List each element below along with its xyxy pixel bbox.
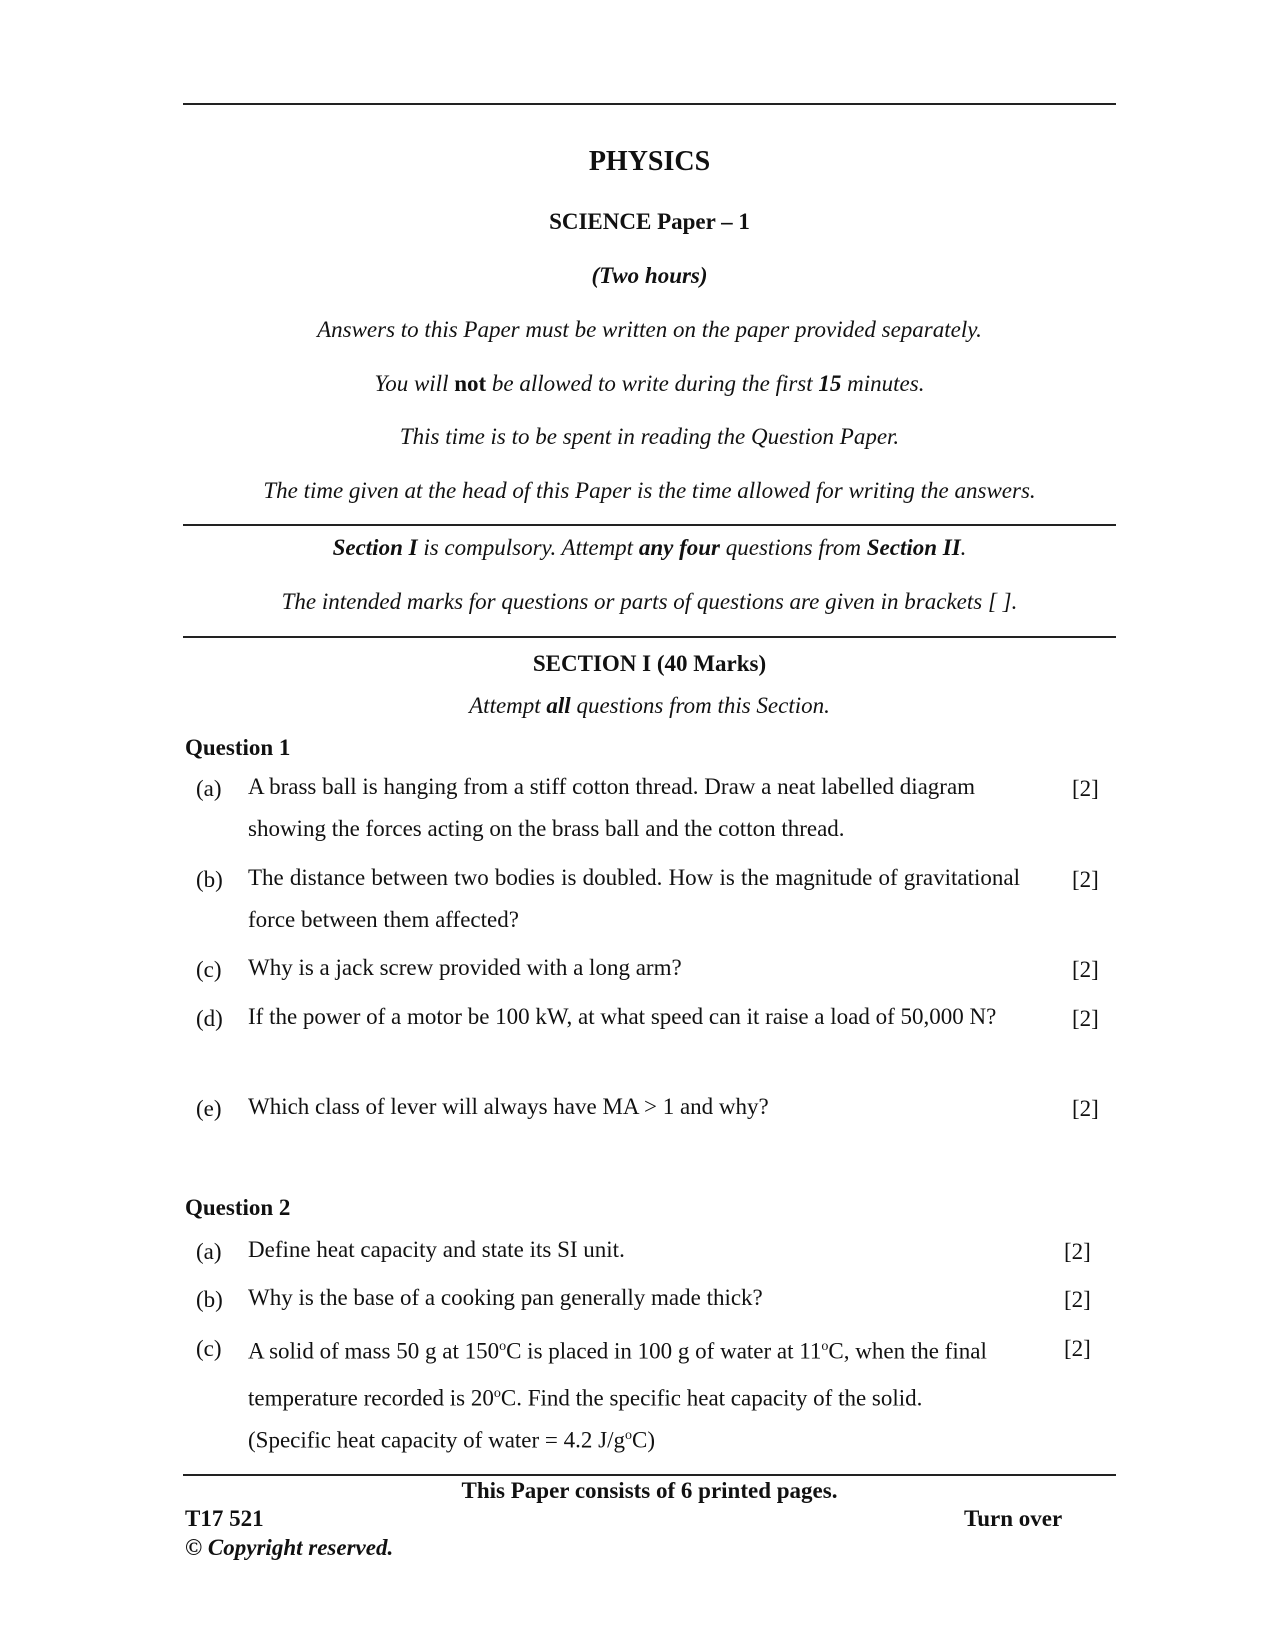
instruction-line-1: Answers to this Paper must be written on the paper provided separately. <box>317 317 982 342</box>
q1-e-label: (e) <box>196 1096 222 1121</box>
q1-c-label: (c) <box>196 957 222 982</box>
note-a: Attempt <box>469 693 547 718</box>
section-title: SECTION I (40 Marks) <box>532 651 767 676</box>
q1-e-text: Which class of lever will always have MA > 1 and why? <box>248 1094 769 1119</box>
instr2-not: not <box>454 371 487 396</box>
note-c: questions from this Section. <box>570 693 830 718</box>
duration-text: (Two hours) <box>591 263 708 288</box>
q2-a-text: Define heat capacity and state its SI unit. <box>248 1237 625 1262</box>
instr2-e: minutes. <box>841 371 925 396</box>
q1-b-text: The distance between two bodies is doubled. How is the magnitude of gravitational force between them affected? <box>248 865 1020 932</box>
instr2-15: 15 <box>818 371 842 396</box>
q2c-t4: C. Find the specific heat capacity of the solid. <box>500 1385 923 1411</box>
instr2-c: be allowed to write during the first <box>486 371 819 396</box>
q2-a-marks: [2] <box>1064 1239 1091 1264</box>
rules-f: . <box>960 535 967 560</box>
q1-a-text: A brass ball is hanging from a stiff cotton thread. Draw a neat labelled diagram showing the forces acting on the brass ball and the cotton thread. <box>248 774 976 841</box>
paper-duration <box>183 263 1116 289</box>
q2-c-note <box>248 1415 1028 1462</box>
footer-rule <box>183 1474 1116 1476</box>
paper-subtitle: SCIENCE Paper – 1 <box>549 209 750 234</box>
footer-copyright: © Copyright reserved. <box>185 1535 394 1560</box>
q1-b-label: (b) <box>196 867 223 892</box>
q2c-t3: C, when the final temperature recorded is 20 <box>248 1338 987 1411</box>
question-2-title: Question 2 <box>185 1195 291 1220</box>
q1-d-marks: [2] <box>1072 1006 1099 1031</box>
q2-b-text: Why is the base of a cooking pan generally made thick? <box>248 1285 763 1310</box>
footer-turn-over: Turn over <box>964 1506 1063 1531</box>
degree-symbol: o <box>493 1385 501 1401</box>
q2c-t1: A solid of mass 50 g at 150 <box>248 1338 500 1364</box>
instr2-a: You will <box>374 371 455 396</box>
top-rule <box>183 103 1116 105</box>
q2c-note-2: C) <box>631 1427 655 1453</box>
degree-symbol: o <box>821 1339 829 1354</box>
q2-a-label: (a) <box>196 1239 222 1264</box>
rules-line-2: The intended marks for questions or parts of questions are given in brackets [ ]. <box>281 589 1018 614</box>
instruction-line-4: The time given at the head of this Paper is the time allowed for writing the answers. <box>263 478 1036 503</box>
q1-c-marks: [2] <box>1072 957 1099 982</box>
question-1-title: Question 1 <box>185 735 291 760</box>
note-all: all <box>546 693 571 718</box>
q2-c-text <box>248 1326 1028 1419</box>
q1-b-marks: [2] <box>1072 867 1099 892</box>
q2-c-marks: [2] <box>1064 1336 1091 1361</box>
rules-line-1 <box>183 535 1116 561</box>
section-note <box>183 693 1116 719</box>
paper-title: PHYSICS <box>588 146 711 177</box>
rules-section-i: Section I <box>332 535 418 560</box>
q2-c-label: (c) <box>196 1336 222 1361</box>
q1-a-marks: [2] <box>1072 776 1099 801</box>
q2c-t2: C is placed in 100 g of water at 11 <box>506 1338 822 1364</box>
rules-rule <box>183 636 1116 638</box>
q1-c-text: Why is a jack screw provided with a long arm? <box>248 955 682 980</box>
rules-b: is compulsory. Attempt <box>417 535 639 560</box>
q2-b-marks: [2] <box>1064 1287 1091 1312</box>
instruction-line-3: This time is to be spent in reading the Question Paper. <box>399 424 900 449</box>
footer-code: T17 521 <box>185 1506 264 1531</box>
rules-any-four: any four <box>638 535 720 560</box>
q2-b-label: (b) <box>196 1287 223 1312</box>
rules-section-ii: Section II <box>866 535 961 560</box>
footer-pages: This Paper consists of 6 printed pages. <box>461 1478 838 1503</box>
instructions-rule <box>183 524 1116 526</box>
q1-e-marks: [2] <box>1072 1096 1099 1121</box>
q1-d-text: If the power of a motor be 100 kW, at what speed can it raise a load of 50,000 N? <box>248 1004 997 1029</box>
degree-symbol: o <box>499 1339 507 1354</box>
q1-a-label: (a) <box>196 776 222 801</box>
instruction-line-2 <box>183 371 1116 397</box>
q2c-note-1: (Specific heat capacity of water = 4.2 J/g <box>248 1427 625 1453</box>
degree-symbol: o <box>624 1428 632 1443</box>
q1-d-label: (d) <box>196 1006 223 1031</box>
rules-d: questions from <box>719 535 867 560</box>
